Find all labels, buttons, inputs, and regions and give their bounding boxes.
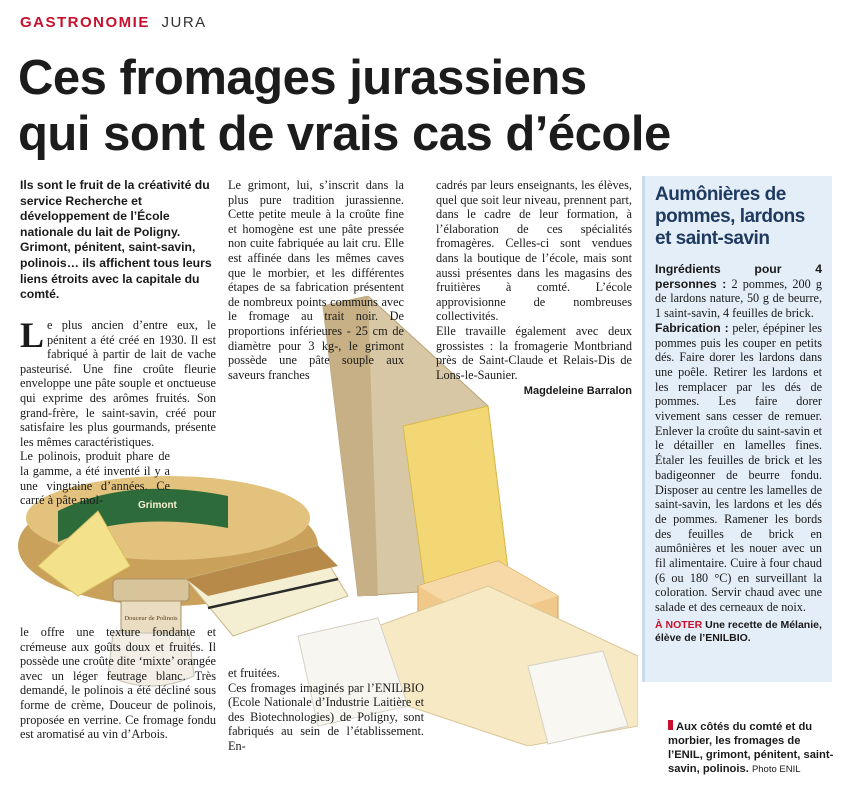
preparation-label: Fabrication : [655,320,729,335]
kicker-subtopic: JURA [161,14,207,31]
wheel-label: Grimont [138,500,177,511]
headline-line-1: Ces fromages jurassiens [18,51,587,105]
col1-text-3: le offre une texture fondante et crémeuse aux goûts doux et fruités. Il possède une croûte dite ‘mixte’ orangée avec un léger feutrage blanc. Très demandé, le polinois a été décliné sous forme de crème, Douceur de polinois, proposée en verrine. Ce fromage fondu est aromatisé au vin d’Arbois. [20,625,216,742]
verrine-lid [113,579,189,601]
lead-text: Ils sont le fruit de la créativité du service Recherche et développement de l’École nationale du lait de Poligny. Grimont, pénitent, saint-savin, polinois… ils affichent tous leurs liens étroits avec la capitale du comté. [20,178,212,302]
col1-text-1: e plus ancien d’entre eux, le pénitent a été créé en 1930. Il est fabriqué à partir de lait de vache pasteurisé. Une fine croûte fleurie enveloppe une pâte souple et onctueuse qui exprime des arômes fruités. Son grand-frère, le saint-savin, créé pour satisfaire les plus gourmands, présente les mêmes caractéristiques. [20,318,216,449]
column-2-bottom [228,666,424,754]
note-tag: À NOTER [655,618,703,631]
col3-text-2: Elle travaille également avec deux grossistes : la fromagerie Montbriand près de Saint-Claude et Relais-Dis de Lons-le-Saunier. [436,323,632,382]
note-text: Une recette de Mélanie, élève de l’ENILBIO. [655,618,822,644]
photo-caption [668,720,838,777]
column-1-bottom [20,625,216,742]
recipe-sidebar [642,176,832,682]
column-1-top [20,315,216,508]
ingredients-text: 2 pommes, 200 g de lardons nature, 50 g de beurre, 1 saint-savin, 4 feuilles de brick. [655,276,822,321]
drop-cap: L [20,315,45,355]
col3-text-1: cadrés par leurs enseignants, les élèves, quel que soit leur niveau, prennent part, dans le cadre de leur formation, à l’élaboration de ces spécialités fromagères. Celles-ci sont vendues dans la boutique de l’école, mais sont aussi présentes dans les magasins des fruitières à comté. L’école approvisionne de nombreuses collectivités. [436,178,632,324]
col2-text-1: Le grimont, lui, s’inscrit dans la plus pure tradition jurassienne. Cette petite meule à la croûte fine et homogène est une pâte pressée non cuite fabriquée au lait cru. Elle est affinée dans les mêmes caves que le morbier, et les différentes étapes de sa fabrication présentent de nombreux points communs avec le fromage au trait noir. De proportions inférieures - 25 cm de diamètre pour 3 kg-, le grimont possède une pâte souple aux saveurs franches [228,178,404,382]
kicker-category: GASTRONOMIE [20,14,150,31]
lead-paragraph [20,178,216,303]
recipe-title: Aumônières de pommes, lardons et saint-savin [655,184,805,249]
recipe-body [655,262,822,615]
col1-paragraph-1 [20,315,216,449]
col2-text-2: et fruitées. [228,666,280,680]
preparation-text: peler, épépiner les pommes puis les couper en petits dés. Faire dorer les lardons dans une poêle. Retirer les lardons et les remplacer par les dés de pommes. Les faire dorer vivement sans cesser de remuer. Enlever la croûte du saint-savin et le détailler en lamelles fines. Étaler les feuilles de brick et les badigeonner de beurre fondu. Disposer au centre les lamelles de saint-savin, les lardons et les dés de pommes. Ramener les bords des feuilles de brick en aumônières et les nouer avec un fil alimentaire. Cuire à four chaud (6 ou 180 °C) en surveillant la coloration. Servir chaud avec une salade et des cerneaux de noix. [655,320,822,615]
caption-text: Aux côtés du comté et du morbier, les fromages de l’ENIL, grimont, pénitent, saint-savin, polinois. [668,721,834,775]
kicker [20,14,207,31]
headline-line-2: qui sont de vrais cas d’école [18,107,671,161]
jar-label: Douceur de Polinois [124,615,178,622]
column-2-top [228,178,424,382]
column-3 [436,178,632,399]
ingredients-label: Ingrédients pour 4 personnes : [655,262,822,291]
caption-marker [668,720,673,730]
col2-text-3: Ces fromages imaginés par l’ENILBIO (Ecole Nationale d’Industrie Laitière et des Biotechnologies) de Poligny, sont fabriqués au sein de l’établissement. En- [228,680,424,753]
headline [18,50,818,162]
author-signature: Magdeleine Barralon [523,385,632,398]
col1-text-2: Le polinois, produit phare de la gamme, a été inventé il y a une vingtaine d’années. Ce carré à pâte mol- [20,449,170,508]
photo-credit: Photo ENIL [751,764,801,775]
recipe-note [655,619,822,645]
